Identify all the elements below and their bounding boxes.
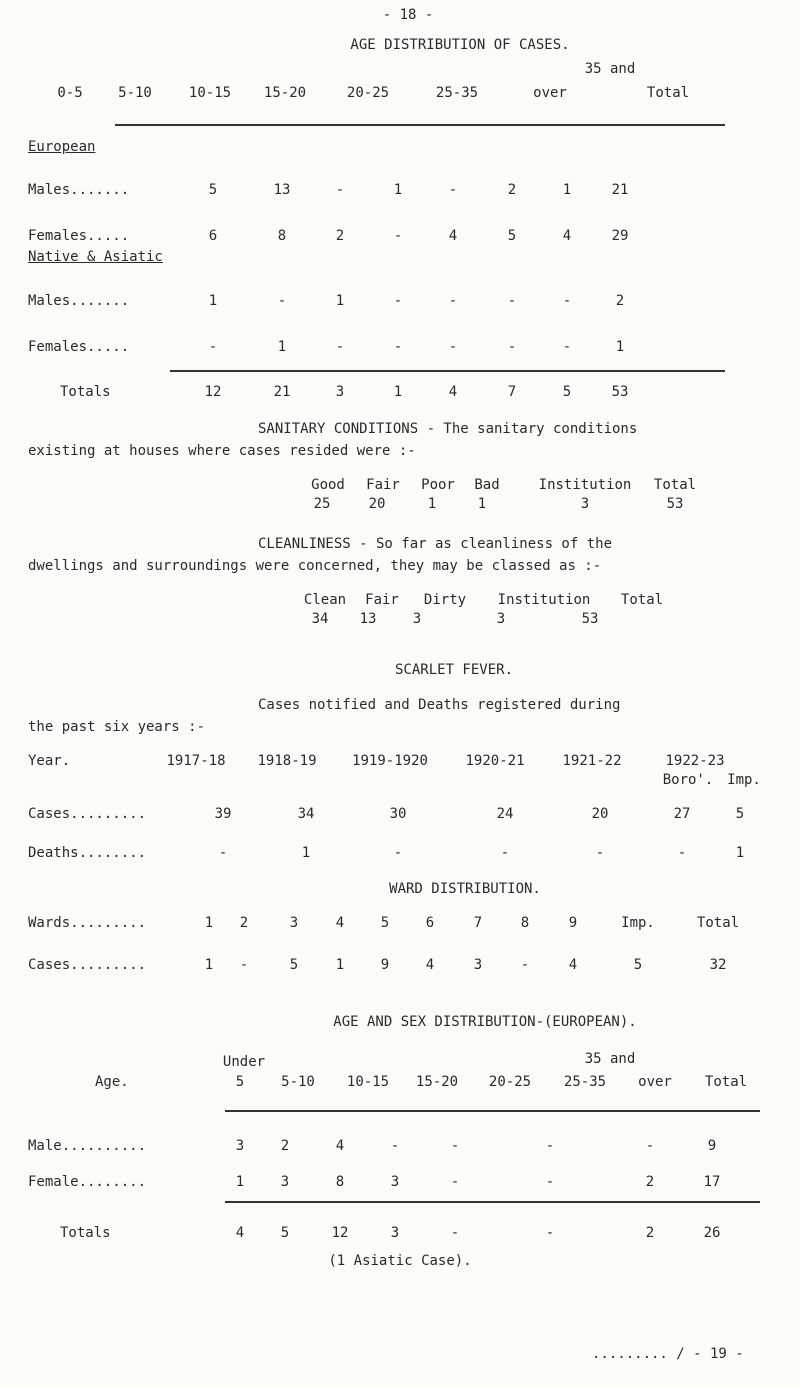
cell: 8: [335, 1174, 345, 1190]
cell: -: [507, 339, 517, 355]
cell: 2: [645, 1225, 655, 1241]
cleanliness-header: Dirty: [423, 592, 467, 608]
sub-boro: Boro'.: [662, 772, 714, 788]
cell: -: [450, 1174, 460, 1190]
ward-distribution-title: WARD DISTRIBUTION.: [389, 881, 541, 897]
scarlet-fever-title: SCARLET FEVER.: [394, 662, 514, 678]
cell: 5: [562, 384, 572, 400]
ward: Total: [696, 915, 740, 931]
ward: 9: [568, 915, 578, 931]
header-over: over: [533, 85, 567, 101]
sanitary-value: 1: [477, 496, 487, 512]
cell: 1: [562, 182, 572, 198]
cell: 30: [389, 806, 407, 822]
cell: 7: [507, 384, 517, 400]
cell: 9: [707, 1138, 717, 1154]
cell: 5: [208, 182, 218, 198]
cell: -: [450, 1225, 460, 1241]
age-header: Total: [646, 85, 690, 101]
header-over: over: [638, 1074, 672, 1090]
age-header: 5-10: [118, 85, 152, 101]
age-header: Total: [704, 1074, 748, 1090]
cell: -: [545, 1138, 555, 1154]
cell: 2: [507, 182, 517, 198]
cell: 39: [214, 806, 232, 822]
page-number: - 18 -: [382, 7, 434, 23]
cell: 5: [507, 228, 517, 244]
sanitary-value: 3: [580, 496, 590, 512]
cases-label: Cases.........: [28, 806, 147, 822]
year: 1921-22: [562, 753, 622, 769]
cell: 27: [673, 806, 691, 822]
cell: -: [448, 339, 458, 355]
cell: 26: [703, 1225, 721, 1241]
age-header: 20-25: [488, 1074, 532, 1090]
year: 1920-21: [465, 753, 525, 769]
sanitary-header: Total: [653, 477, 697, 493]
sanitary-value: 25: [313, 496, 331, 512]
year-label: Year.: [28, 753, 71, 769]
row-label: Males.......: [28, 293, 130, 309]
age-header: 20-25: [346, 85, 390, 101]
cell: 20: [591, 806, 609, 822]
cell: -: [562, 293, 572, 309]
cell: -: [239, 957, 249, 973]
cell: -: [390, 1138, 400, 1154]
cell: 2: [335, 228, 345, 244]
ward-cases-label: Cases.........: [28, 957, 147, 973]
totals-label: Totals: [60, 1225, 111, 1241]
cell: 24: [496, 806, 514, 822]
ward: Imp.: [621, 915, 655, 931]
ward: 2: [239, 915, 249, 931]
cell: 6: [208, 228, 218, 244]
cell: 29: [611, 228, 629, 244]
row-label: Male..........: [28, 1138, 147, 1154]
age-distribution-title: AGE DISTRIBUTION OF CASES.: [350, 37, 570, 53]
cell: 1: [335, 293, 345, 309]
header-rule: [115, 124, 725, 126]
cell: 2: [615, 293, 625, 309]
ward: 4: [335, 915, 345, 931]
cell: 4: [568, 957, 578, 973]
next-page-marker: ......... / - 19 -: [592, 1346, 744, 1362]
cleanliness-header: Fair: [365, 592, 399, 608]
sanitary-header: Good: [311, 477, 345, 493]
cell: -: [595, 845, 605, 861]
age-header: 15-20: [263, 85, 307, 101]
sanitary-header: Bad: [474, 477, 500, 493]
cell: 34: [297, 806, 315, 822]
wards-label: Wards.........: [28, 915, 147, 931]
cell: 1: [393, 182, 403, 198]
cell: 5: [289, 957, 299, 973]
cell: -: [545, 1225, 555, 1241]
age-header: 25-35: [563, 1074, 607, 1090]
under-label: Under: [222, 1054, 266, 1070]
cell: 3: [280, 1174, 290, 1190]
sanitary-header: Poor: [421, 477, 455, 493]
cleanliness-line2: dwellings and surroundings were concerned, they may be classed as :-: [28, 558, 602, 574]
cell: 4: [448, 228, 458, 244]
age-header: 15-20: [415, 1074, 459, 1090]
cell: 21: [273, 384, 291, 400]
sanitary-value: 1: [427, 496, 437, 512]
cleanliness-value: 53: [581, 611, 599, 627]
cell: -: [277, 293, 287, 309]
cell: 3: [235, 1138, 245, 1154]
cell: 4: [425, 957, 435, 973]
age-header: 25-35: [435, 85, 479, 101]
ward: 1: [204, 915, 214, 931]
cell: 32: [709, 957, 727, 973]
cell: -: [645, 1138, 655, 1154]
cell: 1: [615, 339, 625, 355]
cleanliness-value: 3: [412, 611, 422, 627]
sanitary-value: 53: [666, 496, 684, 512]
age-header: 10-15: [188, 85, 232, 101]
sanitary-line2: existing at houses where cases resided were :-: [28, 443, 416, 459]
sanitary-value: 20: [368, 496, 386, 512]
cell: -: [393, 845, 403, 861]
cell: 1: [204, 957, 214, 973]
ward: 7: [473, 915, 483, 931]
cell: 4: [335, 1138, 345, 1154]
cell: 12: [204, 384, 222, 400]
cell: -: [393, 339, 403, 355]
cell: 2: [280, 1138, 290, 1154]
age-header: 10-15: [346, 1074, 390, 1090]
ward: 6: [425, 915, 435, 931]
cell: -: [335, 182, 345, 198]
totals-label: Totals: [60, 384, 111, 400]
cell: 12: [331, 1225, 349, 1241]
cell: -: [218, 845, 228, 861]
row-label: Females.....: [28, 228, 130, 244]
section-native-asiatic: Native & Asiatic: [28, 249, 163, 265]
year: 1918-19: [257, 753, 317, 769]
cleanliness-header: Clean: [303, 592, 347, 608]
cell: -: [677, 845, 687, 861]
cell: 5: [633, 957, 643, 973]
cell: 4: [562, 228, 572, 244]
cell: 9: [380, 957, 390, 973]
cell: 21: [611, 182, 629, 198]
sanitary-header: Institution: [538, 477, 632, 493]
cell: -: [507, 293, 517, 309]
age-label: Age.: [95, 1074, 129, 1090]
ward: 3: [289, 915, 299, 931]
ward: 5: [380, 915, 390, 931]
header-35-and: 35 and: [584, 61, 636, 77]
sanitary-header: Fair: [366, 477, 400, 493]
cleanliness-value: 34: [311, 611, 329, 627]
cleanliness-value: 13: [359, 611, 377, 627]
row-label: Males.......: [28, 182, 130, 198]
cell: 1: [335, 957, 345, 973]
cell: 3: [335, 384, 345, 400]
cell: 2: [645, 1174, 655, 1190]
year: 1922-23: [665, 753, 725, 769]
cell: -: [335, 339, 345, 355]
cell: 1: [393, 384, 403, 400]
cell: 13: [273, 182, 291, 198]
cell: 17: [703, 1174, 721, 1190]
cell: 3: [473, 957, 483, 973]
cleanliness-header: Institution: [497, 592, 591, 608]
cell: 1: [235, 1174, 245, 1190]
cell: 1: [277, 339, 287, 355]
cell: 3: [390, 1225, 400, 1241]
cell: -: [562, 339, 572, 355]
scarlet-intro2: the past six years :-: [28, 719, 206, 735]
year: 1919-1920: [352, 753, 428, 769]
cleanliness-value: 3: [496, 611, 506, 627]
cell: -: [448, 182, 458, 198]
header-35-and: 35 and: [584, 1051, 636, 1067]
row-label: Female........: [28, 1174, 147, 1190]
cell: -: [393, 293, 403, 309]
age-header: 5-10: [281, 1074, 315, 1090]
cell: -: [450, 1138, 460, 1154]
cell: -: [448, 293, 458, 309]
totals-rule: [225, 1201, 760, 1203]
row-label: Females.....: [28, 339, 130, 355]
cell: -: [520, 957, 530, 973]
age-header: 5: [235, 1074, 245, 1090]
scarlet-intro1: Cases notified and Deaths registered during: [258, 697, 621, 713]
sanitary-line1: SANITARY CONDITIONS - The sanitary conditions: [258, 421, 638, 437]
cell: 5: [280, 1225, 290, 1241]
totals-rule: [170, 370, 725, 372]
cell: 8: [277, 228, 287, 244]
cell: 1: [735, 845, 745, 861]
cell: 4: [235, 1225, 245, 1241]
cell: 1: [208, 293, 218, 309]
age-sex-title: AGE AND SEX DISTRIBUTION-(EUROPEAN).: [333, 1014, 637, 1030]
age-header: 0-5: [57, 85, 83, 101]
cell: -: [500, 845, 510, 861]
cell: 4: [448, 384, 458, 400]
cell: -: [545, 1174, 555, 1190]
cell: 53: [611, 384, 629, 400]
cell: 1: [301, 845, 311, 861]
cell: 5: [735, 806, 745, 822]
asiatic-note: (1 Asiatic Case).: [328, 1253, 472, 1269]
deaths-label: Deaths........: [28, 845, 147, 861]
ward: 8: [520, 915, 530, 931]
cleanliness-header: Total: [620, 592, 664, 608]
section-european: European: [28, 139, 96, 155]
cell: -: [208, 339, 218, 355]
header-rule: [225, 1110, 760, 1112]
sub-imp: Imp.: [727, 772, 761, 788]
cell: -: [393, 228, 403, 244]
cell: 3: [390, 1174, 400, 1190]
year: 1917-18: [166, 753, 226, 769]
cleanliness-line1: CLEANLINESS - So far as cleanliness of the: [258, 536, 613, 552]
